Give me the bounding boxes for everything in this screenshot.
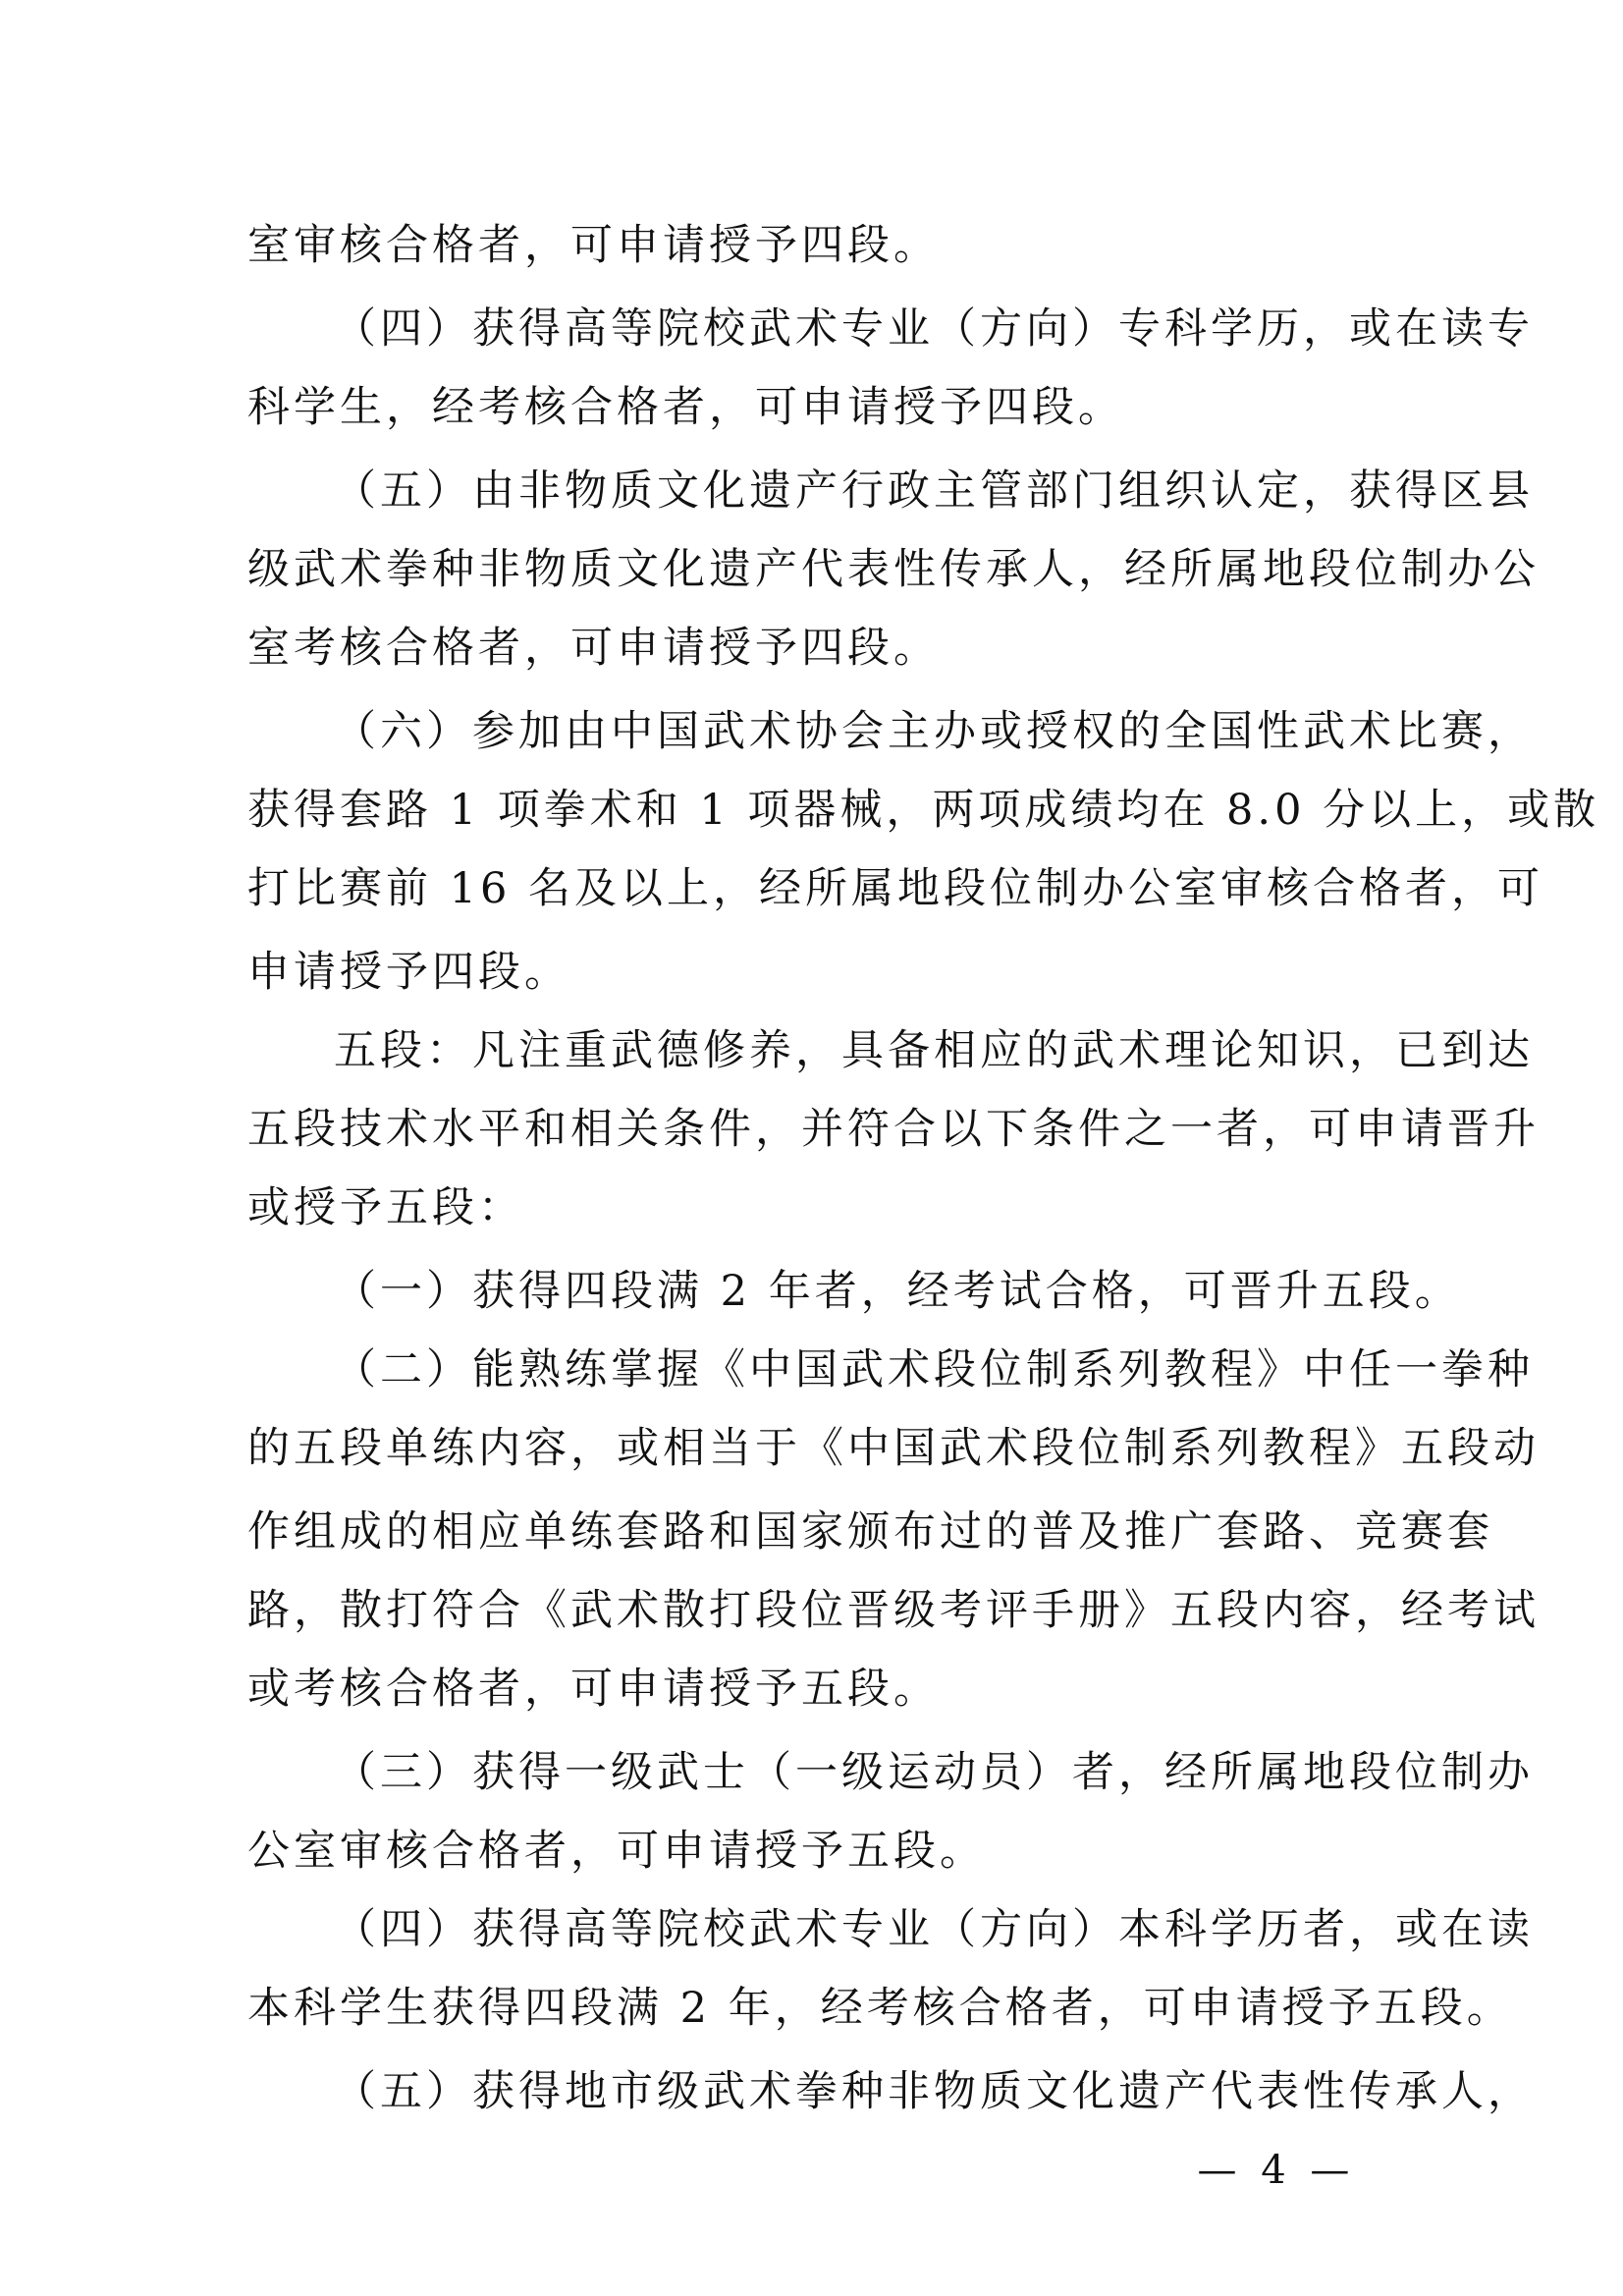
text-line: 室考核合格者，可申请授予四段。 xyxy=(247,624,940,673)
text-line: 或考核合格者，可申请授予五段。 xyxy=(247,1665,940,1714)
text-line: 申请授予四段。 xyxy=(247,948,570,997)
text-line: 公室审核合格者，可申请授予五段。 xyxy=(247,1827,986,1876)
text-line: （二）能熟练掌握《中国武术段位制系列教程》中任一拳种 xyxy=(334,1345,1534,1394)
text-line: 路，散打符合《武术散打段位晋级考评手册》五段内容，经考试 xyxy=(247,1586,1540,1635)
text-line: 作组成的相应单练套路和国家颁布过的普及推广套路、竞赛套 xyxy=(247,1507,1493,1557)
text-line: 五段：凡注重武德修养，具备相应的武术理论知识，已到达 xyxy=(334,1026,1534,1075)
page-number: — 4 — xyxy=(1197,2148,1356,2193)
text-line: （四）获得高等院校武术专业（方向）本科学历者，或在读 xyxy=(334,1905,1534,1954)
text-line: 的五段单练内容，或相当于《中国武术段位制系列教程》五段动 xyxy=(247,1424,1540,1473)
text-line: （六）参加由中国武术协会主办或授权的全国性武术比赛， xyxy=(334,707,1534,756)
text-line: 级武术拳种非物质文化遗产代表性传承人，经所属地段位制办公 xyxy=(247,545,1540,594)
text-line: （五）获得地市级武术拳种非物质文化遗产代表性传承人， xyxy=(334,2067,1534,2116)
text-line: （四）获得高等院校武术专业（方向）专科学历，或在读专 xyxy=(334,304,1534,354)
text-line: （一）获得四段满 2 年者，经考试合格，可晋升五段。 xyxy=(334,1267,1461,1316)
text-line: 或授予五段： xyxy=(247,1183,524,1232)
text-line: （五）由非物质文化遗产行政主管部门组织认定，获得区县 xyxy=(334,466,1534,516)
text-line: 五段技术水平和相关条件，并符合以下条件之一者，可申请晋升 xyxy=(247,1105,1540,1154)
text-line: 室审核合格者，可申请授予四段。 xyxy=(247,221,940,270)
text-line: （三）获得一级武士（一级运动员）者，经所属地段位制办 xyxy=(334,1748,1534,1797)
text-line: 本科学生获得四段满 2 年，经考核合格者，可申请授予五段。 xyxy=(247,1984,1513,2033)
text-line: 科学生，经考核合格者，可申请授予四段。 xyxy=(247,383,1124,432)
text-line: 打比赛前 16 名及以上，经所属地段位制办公室审核合格者，可 xyxy=(247,864,1544,913)
text-line: 获得套路 1 项拳术和 1 项器械，两项成绩均在 8.0 分以上，或散 xyxy=(247,786,1600,835)
